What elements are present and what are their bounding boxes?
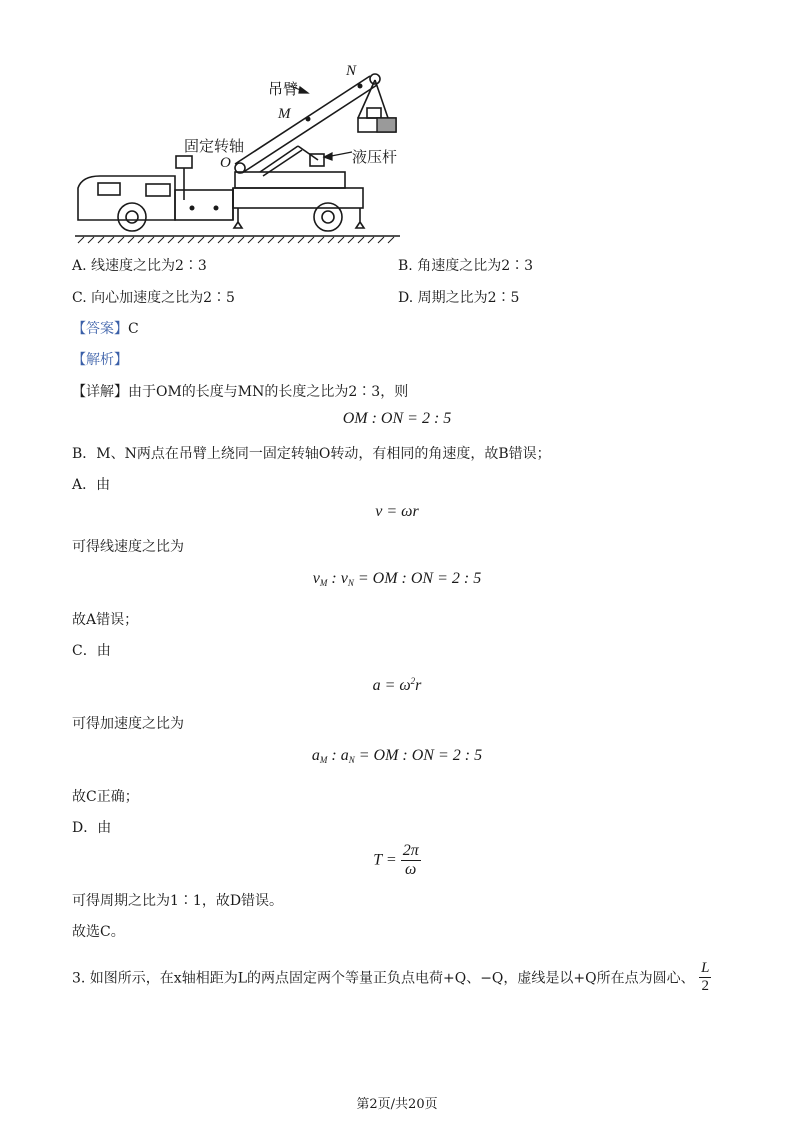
eq-vn: v: [340, 570, 348, 587]
detail-line: [72, 381, 408, 401]
equation-om-on: OM : ON = 2 : 5: [342, 410, 452, 427]
option-d-by: D．由: [72, 820, 112, 836]
question-3: [72, 960, 711, 995]
option-c-text: 可得加速度之比为: [72, 716, 184, 732]
eq-vn-sub: N: [347, 578, 354, 588]
option-d-text: 可得周期之比为1∶1，故D错误。: [72, 893, 284, 909]
answer-tag: 【答案】: [72, 321, 128, 337]
equation-v: v = ωr: [375, 503, 419, 520]
option-b-explanation: B．M、N两点在吊臂上绕同一固定转轴O转动，有相同的角速度，故B错误；: [72, 446, 551, 462]
detail-tag: 【详解】: [72, 384, 128, 400]
eq-v-rest: = OM : ON = 2 : 5: [353, 570, 482, 587]
option-b: B. 角速度之比为2∶3: [398, 258, 534, 274]
equation-t: [0, 842, 794, 879]
question-3-fraction: [699, 960, 711, 995]
label-arm: 吊臂: [268, 80, 299, 98]
eq-an: a: [340, 747, 349, 764]
equation-vm-vn: $v_M$ : $v_N$ = OM : ON = 2 : 5: [312, 570, 482, 588]
choose-line: 故选C。: [72, 924, 125, 940]
page-footer: 第2页/共20页: [356, 1097, 438, 1112]
question-3-frac-num: L: [701, 960, 710, 976]
option-a: A. 线速度之比为2∶3: [72, 258, 207, 274]
equation-am-an: $a_M$ : $a_N$ = OM : ON = 2 : 5: [311, 747, 483, 765]
option-c-by: C．由: [72, 643, 111, 659]
label-o: O: [220, 155, 231, 171]
analysis-tag: 【解析】: [72, 352, 128, 368]
crane-figure: [70, 60, 410, 245]
option-a-wrong: 故A错误；: [72, 612, 139, 628]
label-m: M: [278, 106, 291, 122]
option-a-text: 可得线速度之比为: [72, 539, 184, 555]
option-c-right: 故C正确；: [72, 789, 139, 805]
detail-text: 由于OM的长度与MN的长度之比为2∶3，则: [128, 384, 409, 400]
label-rod: 液压杆: [352, 148, 398, 166]
label-n: N: [346, 63, 357, 79]
eq-a-rest: = OM : ON = 2 : 5: [354, 747, 483, 764]
eq-am-sub: M: [319, 755, 328, 765]
eq-vm: v: [312, 570, 320, 587]
eq-am: a: [311, 747, 320, 764]
option-c: C. 向心加速度之比为2∶5: [72, 290, 235, 306]
eq-a-sup: 2: [410, 676, 416, 686]
eq-t-den: ω: [405, 861, 417, 878]
eq-a-left: a = ω: [372, 677, 411, 694]
eq-t-fraction: [401, 842, 421, 879]
answer-value: C: [128, 321, 139, 337]
question-3-frac-den: 2: [701, 978, 709, 994]
option-d: D. 周期之比为2∶5: [398, 290, 520, 306]
eq-an-sub: N: [348, 755, 355, 765]
question-3-text: 3. 如图所示，在x轴相距为L的两点固定两个等量正负点电荷+Q、−Q，虚线是以+Q所在点为圆心、: [72, 970, 695, 987]
eq-t-left: T =: [373, 851, 397, 869]
label-axis: 固定转轴: [184, 137, 245, 155]
eq-vm-sub: M: [319, 578, 328, 588]
eq-a-right: r: [415, 677, 422, 694]
equation-a: [0, 676, 794, 695]
eq-t-num: 2π: [402, 842, 419, 859]
answer-line: [72, 318, 139, 338]
option-a-by: A．由: [72, 477, 111, 493]
